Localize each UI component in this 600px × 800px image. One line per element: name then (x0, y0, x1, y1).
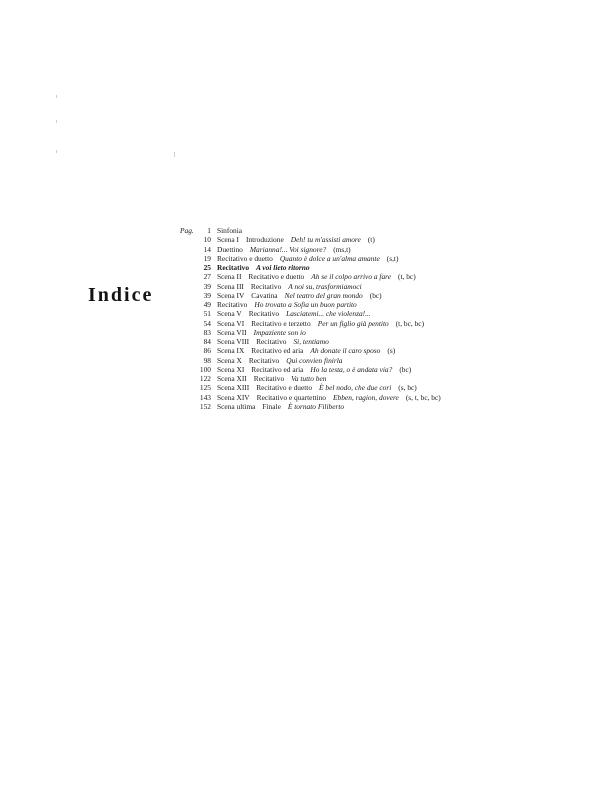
spacer (286, 337, 293, 346)
entry-title: È bel nodo, che due cori (319, 383, 392, 393)
entry-title: Impaziente son io (253, 327, 306, 337)
entry-type: Recitativo ed aria (251, 346, 304, 356)
entry-scene: Scena IV (217, 290, 245, 300)
page-prefix-label (180, 282, 193, 291)
entry-type: Sinfonia (217, 226, 243, 235)
entry-type: Duettino (217, 244, 243, 254)
spacer (399, 393, 406, 402)
entry-type: Recitativo ed aria (251, 364, 304, 374)
entry-type: Recitativo (253, 374, 285, 383)
spacer (247, 328, 254, 337)
entry-voices: (bc) (399, 364, 412, 374)
entry-scene: Scena XI (217, 364, 245, 374)
toc-entry (180, 365, 510, 374)
spacer (361, 235, 368, 244)
entry-voices: (t, bc, bc) (395, 318, 425, 328)
page-prefix-label (180, 319, 193, 328)
spacer (281, 402, 288, 411)
entry-type: Recitativo (256, 337, 287, 346)
entry-voices: (s) (387, 346, 396, 356)
entry-type: Recitativo (217, 263, 250, 272)
entry-page-number: 25 (203, 263, 211, 272)
entry-voices: (s, bc) (398, 383, 417, 393)
spacer (311, 319, 318, 328)
margin-speck (56, 120, 57, 123)
toc-entry (180, 272, 510, 281)
spacer (278, 291, 285, 300)
entry-title: Deh! tu m'assisti amore (290, 235, 361, 245)
entry-title: Lasciatemi... che violenza!... (286, 309, 371, 319)
entry-title: Ho trovato a Sofia un buon partito (254, 300, 357, 309)
page-prefix-label (180, 346, 193, 355)
entry-type: Recitativo e duetto (256, 383, 313, 393)
spacer (380, 346, 387, 355)
spacer (326, 245, 333, 254)
toc-entry (180, 254, 510, 263)
entry-page-number: 100 (199, 364, 211, 374)
spacer (241, 272, 248, 281)
page-prefix-label (180, 356, 193, 365)
page-prefix-label (180, 402, 193, 411)
toc-entry (180, 374, 510, 383)
spacer (392, 365, 399, 374)
entry-title: È tornato Filiberto (287, 401, 345, 411)
entry-page-number: 27 (203, 272, 211, 282)
entry-type: Recitativo e duetto (248, 272, 305, 282)
entry-title: Qui convien finirla (286, 355, 343, 365)
entry-scene: Scena VIII (217, 337, 250, 346)
entry-scene: Scena V (217, 309, 242, 319)
entry-type: Introduzione (245, 235, 284, 245)
entry-title: Va tutto ben (291, 374, 327, 383)
spacer (391, 383, 398, 392)
entry-page-number: 86 (203, 346, 211, 356)
spacer (312, 383, 319, 392)
page-prefix-label: Pag. (180, 226, 194, 235)
page-prefix-label (180, 291, 193, 300)
spacer (284, 235, 291, 244)
toc-entry (180, 226, 510, 235)
margin-speck (56, 95, 57, 98)
entry-scene: Scena II (217, 272, 242, 282)
toc-entry (180, 282, 510, 291)
spacer (247, 374, 254, 383)
entry-voices: (ms,t) (333, 244, 351, 254)
spacer (380, 254, 387, 263)
entry-page-number: 143 (199, 392, 211, 402)
entry-title: Quanto è dolce a un'alma amante (279, 253, 380, 263)
spacer (244, 291, 251, 300)
entry-title: Ebben, ragion, dovere (333, 392, 399, 402)
index-heading: Indice (88, 284, 154, 306)
toc-entry (180, 245, 510, 254)
spacer (279, 356, 286, 365)
entry-page-number: 152 (199, 401, 211, 411)
spacer (249, 263, 256, 272)
page-prefix-label (180, 263, 193, 272)
entry-title: Ah se il colpo arrivo a fare (311, 272, 392, 282)
toc-entry (180, 402, 510, 411)
entry-title: Per un figlio già pentito (317, 318, 389, 328)
page-prefix-label (180, 383, 193, 392)
entry-voices: (s, t, bc, bc) (405, 392, 441, 402)
entry-scene: Scena IX (217, 346, 245, 356)
entry-title: Ah donate il caro sposo (310, 346, 381, 356)
page-prefix-label (180, 245, 193, 254)
page-prefix-label (180, 254, 193, 263)
spacer (244, 365, 251, 374)
entry-page-number: 51 (203, 309, 211, 319)
entry-type: Recitativo (250, 281, 282, 291)
entry-type: Recitativo (248, 355, 280, 365)
entry-scene: Scena I (217, 235, 239, 245)
entry-page-number: 54 (203, 318, 211, 328)
page-prefix-label (180, 235, 193, 244)
entry-page-number: 39 (203, 290, 211, 300)
spacer (273, 254, 280, 263)
entry-page-number: 39 (203, 281, 211, 291)
entry-scene: Scena XII (217, 374, 247, 383)
entry-page-number: 10 (203, 235, 211, 245)
toc-entry (180, 383, 510, 392)
entry-page-number: 122 (199, 374, 211, 383)
spacer (249, 337, 256, 346)
entry-type: Recitativo e duetto (217, 253, 273, 263)
page-prefix-label (180, 337, 193, 346)
toc-entry (180, 319, 510, 328)
entry-type: Recitativo e quartettino (256, 392, 327, 402)
spacer (249, 383, 256, 392)
entry-page-number: 84 (203, 337, 211, 346)
page-prefix-label (180, 393, 193, 402)
entry-page-number: 83 (203, 327, 211, 337)
toc-entry (180, 300, 510, 309)
entry-title: A voi lieto ritorno (256, 263, 310, 272)
spacer (389, 319, 396, 328)
entry-scene: Scena XIV (217, 392, 250, 402)
spacer (363, 291, 370, 300)
entry-type: Recitativo (248, 309, 280, 319)
entry-page-number: 14 (203, 244, 211, 254)
entry-scene: Scena ultima (217, 401, 256, 411)
page-prefix-label (180, 365, 193, 374)
entry-title: A noi su, trasformiamoci (288, 281, 362, 291)
entry-page-number: 49 (203, 300, 211, 309)
page-prefix-label (180, 300, 193, 309)
spacer (244, 346, 251, 355)
entry-scene: Scena VII (217, 327, 247, 337)
entry-type: Finale (262, 401, 281, 411)
spacer (284, 374, 291, 383)
toc-entry (180, 328, 510, 337)
entry-scene: Scena VI (217, 318, 245, 328)
entry-voices: (s,t) (386, 253, 399, 263)
entry-scene: Scena XIII (217, 383, 250, 393)
page-prefix-label (180, 374, 193, 383)
page-prefix-label (180, 328, 193, 337)
entry-voices: (bc) (369, 290, 382, 300)
entry-title: Nel teatro del gran mondo (284, 290, 363, 300)
toc-entry (180, 356, 510, 365)
toc-entry (180, 346, 510, 355)
toc-entry (180, 393, 510, 402)
entry-scene: Scena X (217, 355, 242, 365)
spacer (244, 319, 251, 328)
spacer (255, 402, 262, 411)
page-prefix-label (180, 272, 193, 281)
entry-type: Recitativo e terzetto (251, 318, 311, 328)
toc-entry (180, 309, 510, 318)
spacer (244, 282, 251, 291)
entry-page-number: 1 (207, 226, 211, 235)
margin-speck (56, 150, 57, 153)
spacer (239, 235, 246, 244)
toc-entry (180, 263, 510, 272)
entry-page-number: 98 (203, 355, 211, 365)
entry-page-number: 19 (203, 253, 211, 263)
spacer (326, 393, 333, 402)
table-of-contents (180, 226, 510, 411)
toc-entry (180, 235, 510, 244)
entry-title: Ho la testa, o è andata via? (310, 364, 393, 374)
entry-type: Cavatina (251, 290, 278, 300)
spacer (242, 356, 249, 365)
page-prefix-label (180, 309, 193, 318)
spacer (242, 309, 249, 318)
entry-voices: (t, bc) (398, 272, 416, 282)
entry-title: Marianna!... Voi signore? (249, 244, 327, 254)
spacer (243, 245, 250, 254)
entry-title: Sì, tentiamo (293, 337, 329, 346)
margin-speck (174, 152, 175, 157)
entry-type: Recitativo (217, 300, 248, 309)
toc-entry (180, 337, 510, 346)
entry-scene: Scena III (217, 281, 244, 291)
toc-entry (180, 291, 510, 300)
spacer (250, 393, 257, 402)
entry-page-number: 125 (199, 383, 211, 393)
spacer (391, 272, 398, 281)
entry-voices: (t) (367, 235, 375, 245)
